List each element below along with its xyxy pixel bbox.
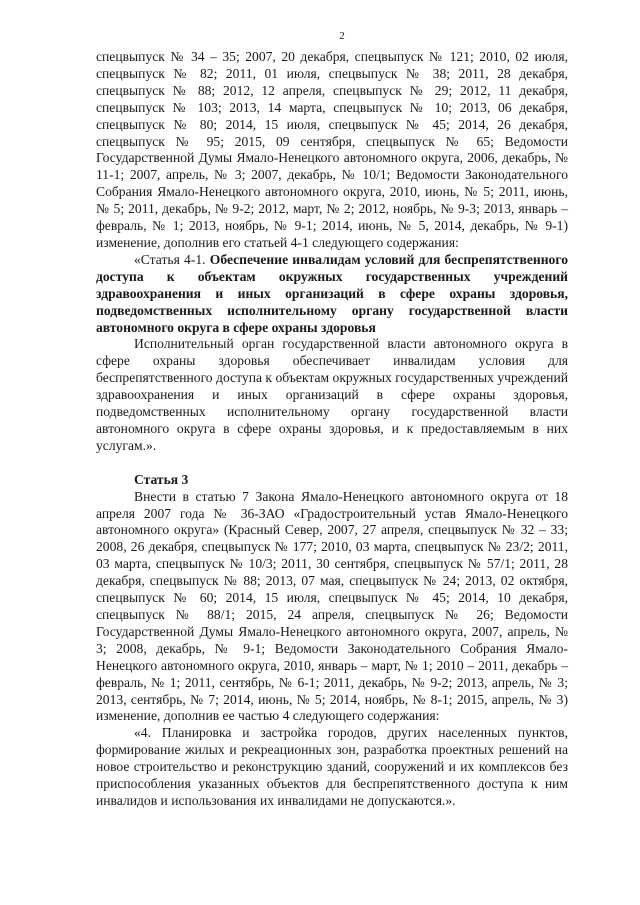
article-3-heading: Статья 3 [134, 471, 189, 487]
article-3-part-4: «4. Планировка и застройка городов, других населенных пунктов, формирование жилых и рекреационных зон, разработка проектных решений на новое строительство и реконструкцию зданий, сооружений и их комплексов без приспособления указанных объектов для беспрепятственного доступа к ним инвалидов и использования их инвалидами не допускаются.». [96, 725, 568, 808]
article-4-1-label: «Статья 4-1. [134, 251, 210, 267]
article-4-1-body: Исполнительный орган государственной власти автономного округа в сфере охраны здоровья обеспечивает инвалидам условия для беспрепятственного доступа к объектам окружных государственных учреждений здравоохранения и иных организаций в сфере охраны здоровья, подведомственных исполнительному органу государственной власти автономного округа в сфере охраны здоровья, и к предоставляемым в них услугам.». [96, 336, 568, 453]
page-number: 2 [339, 30, 345, 42]
article-4-1-paragraph [96, 252, 568, 337]
article-3-body: Внести в статью 7 Закона Ямало-Ненецкого автономного округа от 18 апреля 2007 года № 36-ЗАО «Градостроительный устав Ямало-Ненецкого автономного округа» (Красный Север, 2007, 27 апреля, спецвыпуск № 32 – 33; 2008, 26 декабря, спецвыпуск № 177; 2010, 03 марта, спецвыпуск № 23/2; 2011, 03 марта, спецвыпуск № 10/3; 2011, 30 сентября, спецвыпуск № 57/1; 2011, 28 декабря, спецвыпуск № 88; 2013, 07 мая, спецвыпуск № 24; 2013, 02 октября, спецвыпуск № 60; 2014, 15 июля, спецвыпуск № 45; 2014, 10 декабря, спецвыпуск № 88/1; 2015, 24 апреля, спецвыпуск № 26; Ведомости Государственной Думы Ямало-Ненецкого автономного округа, 2007, апрель, № 3; 2008, декабрь, № 9-1; Ведомости Законодательного Собрания Ямало-Ненецкого автономного округа, 2010, январь – март, № 1; 2010 – 2011, декабрь – февраль, № 1; 2011, сентябрь, № 6-1; 2011, декабрь, № 9-2; 2013, апрель, № 3; 2013, сентябрь, № 7; 2014, июнь, № 5; 2014, ноябрь, № 8-1; 2015, апрель, № 3) изменение, дополнив ее частью 4 следующего содержания: [96, 488, 568, 724]
paragraph-amendment-sources: спецвыпуск № 34 – 35; 2007, 20 декабря, спецвыпуск № 121; 2010, 02 июля, спецвыпуск № 82; 2011, 01 июля, спецвыпуск № 38; 2011, 28 декабря, спецвыпуск № 88; 2012, 12 апреля, спецвыпуск № 29; 2012, 11 декабря, спецвыпуск № 103; 2013, 14 марта, спецвыпуск № 10; 2013, 06 декабря, спецвыпуск № 80; 2014, 15 июля, спецвыпуск № 45; 2014, 26 декабря, спецвыпуск № 95; 2015, 09 сентября, спецвыпуск № 65; Ведомости Государственной Думы Ямало-Ненецкого автономного округа, 2006, декабрь, № 11-1; 2007, апрель, № 3; 2007, декабрь, № 10/1; Ведомости Законодательного Собрания Ямало-Ненецкого автономного округа, 2010, июнь, № 5; 2011, июнь, № 5; 2011, декабрь, № 9-2; 2012, март, № 2; 2012, ноябрь, № 9-3; 2013, январь – февраль, № 1; 2013, ноябрь, № 9-1; 2014, июнь, № 5, 2014, декабрь, № 9-1) изменение, дополнив его статьей 4-1 следующего содержания: [96, 49, 568, 250]
article-4-1-title: Обеспечение инвалидам условий для беспрепятственного доступа к объектам окружных государственных учреждений здравоохранения и иных организаций в сфере охраны здоровья, подведомственных исполнительному органу государственной власти автономного округа в сфере охраны здоровья [96, 251, 568, 335]
